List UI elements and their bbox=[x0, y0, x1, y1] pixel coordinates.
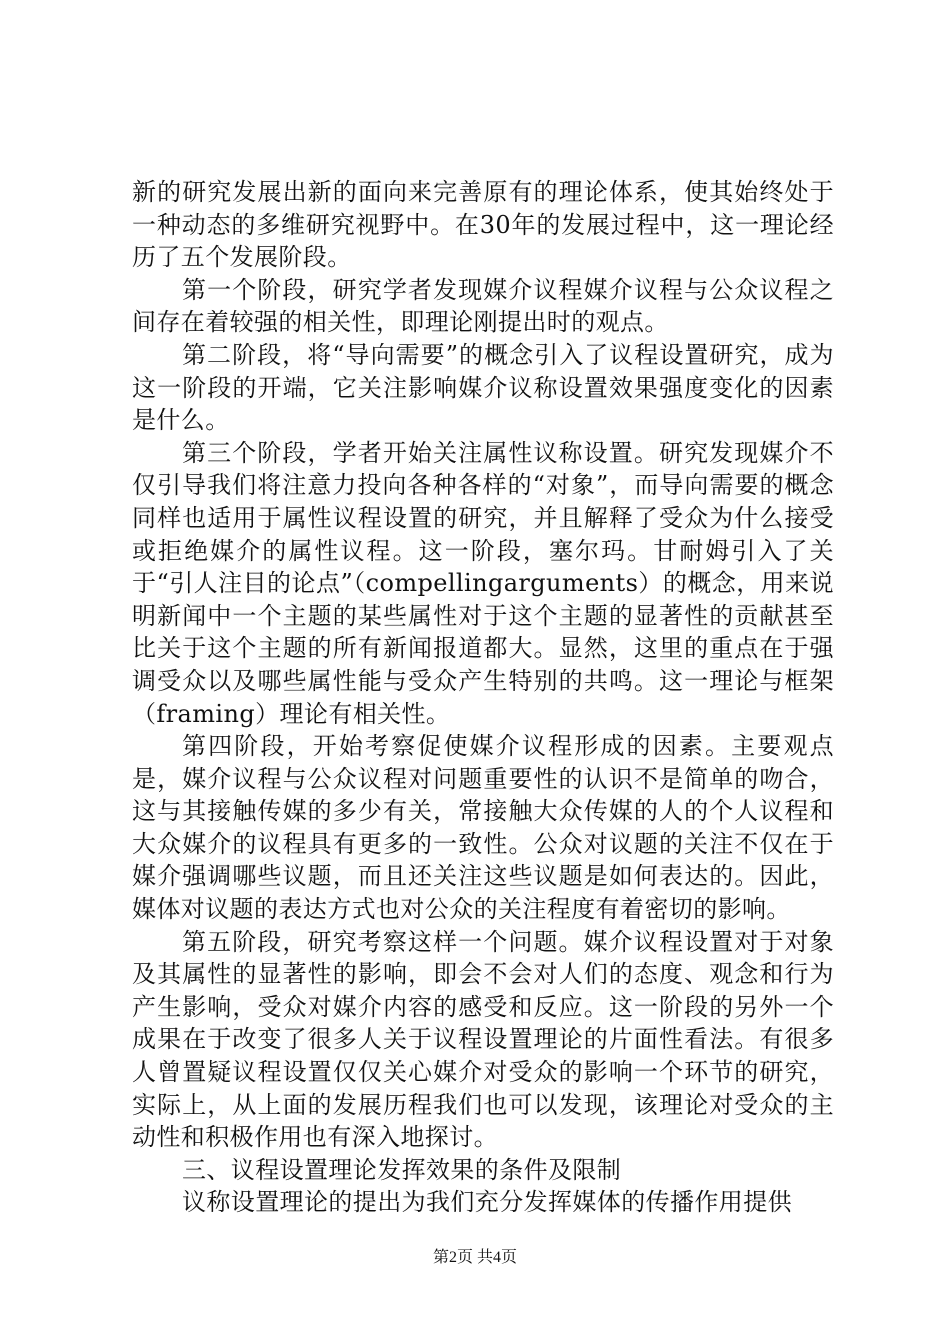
paragraph-stage-four: 第四阶段，开始考察促使媒介议程形成的因素。主要观点是，媒介议程与公众议程对问题重要性的认识不是简单的吻合，这与其接触传媒的多少有关，常接触大众传媒的人的个人议程和大众媒介的议程具有更多的一致性。公众对议题的关注不仅在于媒介强调哪些议题，而且还关注这些议题是如何表达的。因此，媒体对议题的表达方式也对公众的关注程度有着密切的影响。 bbox=[132, 732, 834, 924]
paragraph-stage-three: 第三个阶段，学者开始关注属性议称设置。研究发现媒介不仅引导我们将注意力投向各种各样的“对象”，而导向需要的概念同样也适用于属性议程设置的研究，并且解释了受众为什么接受或拒绝媒介的属性议程。这一阶段，塞尔玛。甘耐姆引入了关于“引人注目的论点”（compellingarguments）的概念，用来说明新闻中一个主题的某些属性对于这个主题的显著性的贡献甚至比关于这个主题的所有新闻报道都大。显然，这里的重点在于强调受众以及哪些属性能与受众产生特别的共鸣。这一理论与框架（framing）理论有相关性。 bbox=[132, 438, 834, 728]
page-footer bbox=[0, 1244, 950, 1267]
paragraph-stage-five: 第五阶段，研究考察这样一个问题。媒介议程设置对于对象及其属性的显著性的影响，即会不会对人们的态度、观念和行为产生影响，受众对媒介内容的感受和反应。这一阶段的另外一个成果在于改变了很多人关于议程设置理论的片面性看法。有很多人曾置疑议程设置仅仅关心媒介对受众的影响一个环节的研究，实际上，从上面的发展历程我们也可以发现，该理论对受众的主动性和积极作用也有深入地探讨。 bbox=[132, 927, 834, 1152]
paragraph-stage-one: 第一个阶段，研究学者发现媒介议程媒介议程与公众议程之间存在着较强的相关性，即理论刚提出时的观点。 bbox=[132, 275, 834, 337]
section-heading: 三、议程设置理论发挥效果的条件及限制 bbox=[182, 1155, 622, 1184]
paragraph-continuation: 新的研究发展出新的面向来完善原有的理论体系，使其始终处于一种动态的多维研究视野中。在30年的发展过程中，这一理论经历了五个发展阶段。 bbox=[132, 178, 834, 272]
document-body bbox=[132, 176, 834, 1219]
page-number: 第2页 共4页 bbox=[432, 1249, 517, 1266]
paragraph-stage-two: 第二阶段，将“导向需要”的概念引入了议程设置研究，成为这一阶段的开端，它关注影响媒介议称设置效果强度变化的因素是什么。 bbox=[132, 340, 834, 435]
paragraph-section-start: 议称设置理论的提出为我们充分发挥媒体的传播作用提供 bbox=[182, 1188, 792, 1217]
